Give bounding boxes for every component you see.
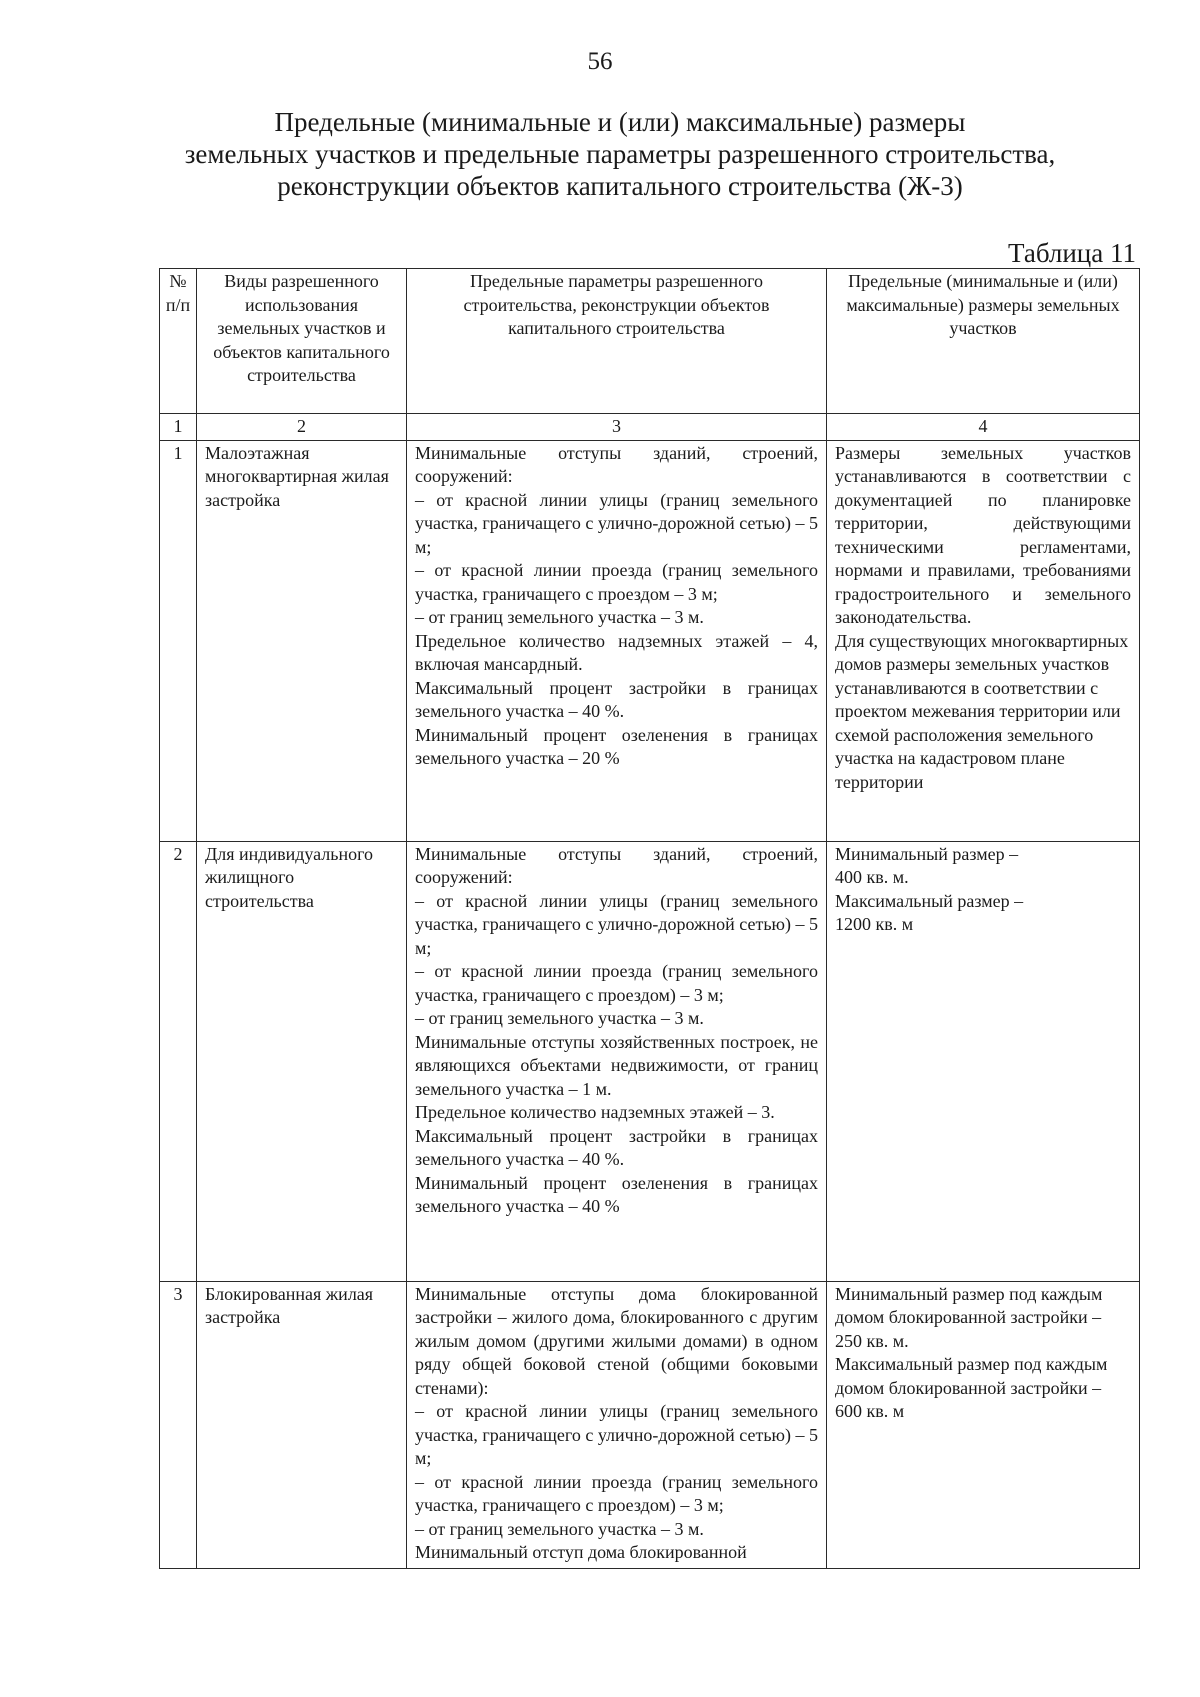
header-construction-params: Предельные параметры разрешенного строительства, реконструкции объектов капитального строительства [407, 269, 827, 414]
plot-sizes [827, 841, 1140, 1281]
size-line: Для существующих многоквартирных домов размеры земельных участков устанавливаются в соответствии с проектом межевания территории или схемой расположения земельного участка на кадастровом плане территории [835, 630, 1129, 792]
param-line: Минимальные отступы зданий, строений, сооружений: [415, 843, 818, 887]
param-line: Предельное количество надземных этажей – 3. [415, 1102, 775, 1122]
size-line: Минимальный размер – 400 кв. м. [835, 843, 1019, 887]
page-title [120, 106, 1120, 202]
param-line: – от красной линии проезда (границ земельного участка, граничащего с проездом) – 3 м; [415, 1471, 818, 1515]
title-line: земельных участков и предельные параметры разрешенного строительства, [184, 139, 1056, 169]
param-line: Минимальный процент озеленения в границах земельного участка – 20 % [415, 724, 818, 768]
construction-params [407, 841, 827, 1281]
param-line: Минимальные отступы дома блокированной застройки – жилого дома, блокированного с другим жилым домом (другими жилыми домами) в одном ряду общей боковой стеной (общими боковыми стенами): [415, 1283, 818, 1398]
table-row [160, 841, 1140, 1281]
construction-params [407, 440, 827, 841]
param-line: – от границ земельного участка – 3 м. [415, 607, 704, 627]
zoning-parameters-table [159, 268, 1140, 1569]
plot-sizes [827, 440, 1140, 841]
param-line: Минимальные отступы зданий, строений, сооружений: [415, 442, 818, 486]
param-line: Максимальный процент застройки в границах земельного участка – 40 %. [415, 1125, 818, 1169]
use-kind: Малоэтажная многоквартирная жилая застройка [197, 440, 407, 841]
header-use-kind: Виды разрешенного использования земельных участков и объектов капитального строительства [197, 269, 407, 414]
param-line: – от красной линии улицы (границ земельного участка, граничащего с улично-дорожной сетью) – 5 м; [415, 489, 818, 557]
param-line: Минимальный процент озеленения в границах земельного участка – 40 % [415, 1172, 818, 1216]
size-line: Максимальный размер – 1200 кв. м [835, 890, 1024, 934]
table-caption: Таблица 11 [1008, 238, 1136, 268]
param-line: – от красной линии проезда (границ земельного участка, граничащего с проездом) – 3 м; [415, 961, 818, 1005]
column-number: 2 [197, 414, 407, 441]
param-line: Минимальный отступ дома блокированной [415, 1542, 747, 1562]
plot-sizes [827, 1281, 1140, 1568]
column-number: 1 [160, 414, 197, 441]
table-row [160, 440, 1140, 841]
page-number: 56 [587, 48, 613, 75]
header-plot-sizes: Предельные (минимальные и (или) максимальные) размеры земельных участков [827, 269, 1140, 414]
size-line: Максимальный размер под каждым домом блокированной застройки – 600 кв. м [835, 1354, 1108, 1421]
param-line: – от красной линии улицы (границ земельного участка, граничащего с улично-дорожной сетью) – 5 м; [415, 1401, 818, 1468]
size-line: Размеры земельных участков устанавливаются в соответствии с документацией по планировке территории, действующими техническими регламентами, нормами и правилами, требованиями градостроительного и земельного законодательства. [835, 442, 1131, 627]
param-line: – от красной линии улицы (границ земельного участка, граничащего с улично-дорожной сетью) – 5 м; [415, 890, 818, 958]
size-line: Минимальный размер под каждым домом блокированной застройки – 250 кв. м. [835, 1283, 1103, 1351]
table-header-row [160, 269, 1140, 414]
row-number: 3 [160, 1281, 197, 1568]
param-line: – от красной линии проезда (границ земельного участка, граничащего с проездом – 3 м; [415, 560, 818, 604]
column-number-row [160, 414, 1140, 441]
param-line: Минимальные отступы хозяйственных построек, не являющихся объектами недвижимости, от границ земельного участка – 1 м. [415, 1031, 818, 1099]
column-number: 3 [407, 414, 827, 441]
title-line: реконструкции объектов капитального строительства (Ж-3) [277, 171, 963, 201]
row-number: 2 [160, 841, 197, 1281]
param-line: – от границ земельного участка – 3 м. [415, 1008, 704, 1028]
table-row [160, 1281, 1140, 1568]
use-kind: Для индивидуального жилищного строительства [197, 841, 407, 1281]
header-number: № п/п [160, 269, 197, 414]
row-number: 1 [160, 440, 197, 841]
param-line: Максимальный процент застройки в границах земельного участка – 40 %. [415, 677, 818, 721]
param-line: Предельное количество надземных этажей – 4, включая мансардный. [415, 630, 818, 674]
title-line: Предельные (минимальные и (или) максимальные) размеры [274, 107, 966, 137]
construction-params [407, 1281, 827, 1568]
param-line: – от границ земельного участка – 3 м. [415, 1518, 704, 1539]
column-number: 4 [827, 414, 1140, 441]
use-kind: Блокированная жилая застройка [197, 1281, 407, 1568]
